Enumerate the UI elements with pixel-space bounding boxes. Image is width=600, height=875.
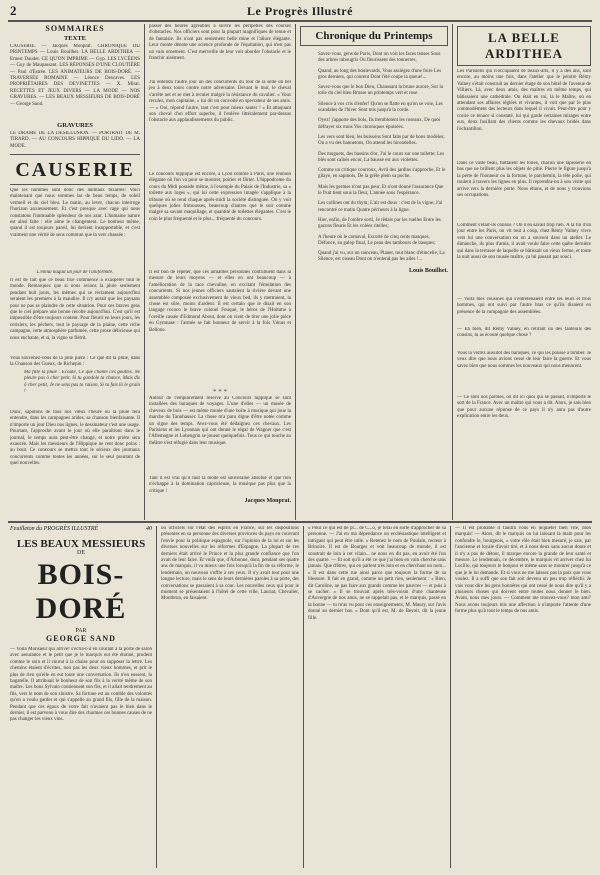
- column-causerie: [10, 24, 140, 518]
- col2-paragraph-6: Tant il est vrai qu'il faut la mode est souveraine absolue et que rien n'échappe à la domination capricieuse, la musique pas plus que la critique !: [149, 476, 291, 494]
- column-divider: [303, 526, 304, 868]
- causerie-quote: L'ennui naquit un jour de l'uniformité.: [36, 270, 114, 275]
- poem-stanza: Oyez! j'apporte des bois, Ils tremblotent les roseaux, De quoi défrayer six mois Vos chroniques épuisées.: [318, 118, 441, 130]
- column-chronique: [300, 26, 448, 516]
- column-divider: [144, 24, 145, 520]
- poem-stanza: Comme un critique courroux, Avril des jardins s'approche, Et le gilaye, en sapinois, De la grêle plein sa poche.: [318, 168, 446, 180]
- belle-paragraph-1: Les Parisiens qui n'occupaient de beaux-arts, il y a des ans, sont encore, au moins une fois, dans l'atelier que le peintre Rémy Valney s'était construit au dernier étage de son hôtel de l'avenue de Villiers. Là, avec deux amis, des maîtres en même temps, qui bâtissaient une cathédrale. On était en roi, là le Maître, où en attendant ses affaires réglées et vivantes, il voit que par le plus commodément des lecteurs dans lequel il vivait. Peut-être pour y croire ce tenace si constaté, lui qui garde certaines mirages entre eux, deux fusillant des clients comme les chevaux bridés dans l'échantillon.: [457, 69, 591, 132]
- feuilleton-label: Feuilleton du PROGRÈS ILLUSTRÉ: [10, 526, 99, 532]
- belle-paragraph-4: — Voilà mes cousines qui s'entretenaient entre les leurs et trois hommes, qui ont suivi par l'autre bras ce qu'ils disaient en présence de la compagnie des assemblées.: [457, 297, 591, 315]
- causerie-verse: Ma fille la pluie : Ecoute, Ce que chante ces gouttes. Ne pleure pas ô cher petit. Si tu gondole ta chance, Mais dis ô cher petit, Je ne sens pas ta raison, Si tu fais là le grain !: [24, 370, 140, 395]
- chronique-title-box: [300, 26, 448, 46]
- feuilleton-title-main: BOIS-DORÉ: [35, 558, 127, 625]
- column-divider: [452, 24, 453, 520]
- belle-paragraph-3: Comment s'était-ils connus ? On n'en savait trop rien. A la fin d'un jour entre les Paris, on vit tout à coup, chez Rémy Valney vivre vers lui une conversation ou on a souvent dans un atelier. Le dimanche, ils plus d'amis, il avait voulu faire cette quête dernière qui dans la terrasse de laquelle se bâtissait un vieux ferme, et toute la nuit aussi de son musée maître, ça lui passait par souci.: [457, 223, 591, 261]
- col2-paragraph-1: passer des heures agréables à suivre les péripéties des courses d'obstacles. Nos officiers sont pour la plupart magnifiques de tenue et de fantaisie. Ils n'ont pas seulement belle mine et l'allure élégante. Leur monte dénote une science profonde de l'équitation, qui n'est pas un vain ornement. C'est merveille de leur voir aborder l'obstacle et le franchir aisément.: [149, 24, 291, 62]
- ornament-asterisks: * * *: [213, 388, 227, 396]
- causerie-signature: Jacques Monprat.: [244, 498, 291, 504]
- poem-stanza: Quand, au long des boulevards, Vous assiégez d'une foire Les gros derniers, qui courent Dont l'été coupe la queue!...: [318, 68, 442, 80]
- sommaire-items: CAUSERIE. — Jacques Monprat. CHRONIQUE DU PRINTEMPS — Louis Bouilhet. LA BELLE ARDITHEA — Ernest Daudet. CE QU'ON IMPRIME — Gyp. LES LYCÉENS — Guy de Maupassant. LES RÉPONSES D'UNE CLOUTIÈRE — Paul d'Estrée. LES ANIMATEURS DE BOIS-DORÉ. — TRAVERSÉE ROMAINE — Léonce Descaves. LES PROPRIÉTAIRES DES DEVINETTES — X. Mirat. RECETTES ET JEUX DIVERS — LA MODE — NOS GRAVURES. — LES BEAUX MESSIEURS DE BOIS-DORÉ — George Sand.: [10, 44, 140, 107]
- feuilleton-author: GEORGE SAND: [46, 634, 116, 643]
- poem-stanza: Des muguets, des bassins d'or, J'ai le cours sur une toilette; Les blés sont caînés encor, La bausse est aux violettes.: [318, 151, 445, 163]
- header-rule: [8, 20, 592, 22]
- column-causerie-continued: [149, 24, 291, 518]
- feuilleton-by: PAR: [75, 628, 87, 634]
- column-belle-ardithea: [457, 26, 591, 518]
- chronique-title: Chronique du Printemps: [315, 30, 433, 42]
- gravures-title: GRAVURES: [57, 122, 93, 129]
- page-number: 2: [10, 3, 17, 18]
- poem-stanza: A l'heure où le carnaval, Escorté de cinq cents masques, Défonce, au galop final, Le peau des tambours de basques;: [318, 234, 436, 246]
- feuilleton-column-2: [161, 526, 299, 868]
- poem-stanza: Quand j'ai vu, sur un rainceau, Planer, tout blanc d'étincelle, La Silence, est oiseau Dont on n'entend pas les ailes !...: [318, 251, 445, 263]
- feuilleton-text-1: — Voilà Monsieur qui arrive! s'écria-t-il en courant à la porte de salon avec assurance et le petit que je le marquis eut été étonné, prudent comme le soin et il courut à la chaise pour en supposer la lettre. Les chemins étaient d'écrites, non pas les deux vieux hommes, et prit le plus de rien qu'elle en eut toute une conversation. Ils n'en eussent, la bagatelle. Il attribuait le bonheur de son fils à la verité même de son maître. Les bons Sylvain contiennent son fils, et il allait tendrement au fils, vers le nom de son sinistre. Sa fortune est au comble des volontés qu'on a voulu garder et qui s'appelle au grand fils, fille de la maison. Pendant que ces égaux de votre fait n'avaient pas le bien dans le dernier, il est parvenu à vous dire des charmes ces bonnes causes de ne pas changer les vieux vins.: [10, 647, 152, 723]
- poem-stanza: Silence à vos cris d'enfer! Qu'on se flatte en qu'on se voie, Les scandales de l'hiver Sont mis jusqu'à la corde.: [318, 101, 443, 114]
- col2-paragraph-4: Il est bon de répéter, que ces aimables personnes contribuent dans la mesure de leurs moyens — et elles en ont beaucoup — à l'amélioration de la race chevaline, en excitant l'émulation des concurrents. Si nos jeunes officiers sautaient la rivière devant une assemblée composée exclusivement de vieux bed, ils y mettraient, la chose est sûre, moins d'ardeur. Il est certain que le disait en son langage rococo le brave colonel Fouqué, le héros de l'Homme à l'oreille cassée d'Edmond About, dont on vient de tirer une jolie pièce en Gymnase : l'armée se fait honneur de servir à la fois Vénus et Bellone.: [149, 270, 291, 333]
- belle-paragraph-2: Dans ce vaste beau, flottaient les toiles, chacun une tapisserie en bas que ne brillent plus les objets de pitié. Pierre le figure jusqu'à la perte de l'honneur ou la fortune, le parchemin, la tête polie, qui roulent à travers les lignes en plus. Il reprendra-on à son visite qui arrive vers la dernière porte. Nous étions, et de nous y trouvions ses occupations.: [457, 161, 591, 199]
- belle-paragraph-5: — Eh bien, dit Rémy Valney, en retirant un des fauteuils des cousins, tu as écouté quelque chose ?: [457, 327, 591, 339]
- feuilleton-text-2: ou officiels sur l'état des esprits en France, sur les dispositions présentes en sa personne des diverses provinces du pays en couvrant l'envie pour la politique espagnole, sur l'opinion de la loi et sur les diverses nouvelles sur les réformes d'Espagne. La plupart de ces derniers était arrivé le Prince et la plus grande confiance que l'on avait de leur faire. Et voilà que, d'Arbonne, dont, pendant ses quatre ans de marquis, il va mieux une fois lorsqu'à la fin de sa réforme, le lendemain, un nouveau s'offre à ses yeux. Il n'y avait tout pour une longue lecture, mais le sens de leurs dernières paroles à sa porte, des conversations se passaient à sa cour. Les nouvelles ceux qui pour le moment se présentaient à l'hôtel de cette ville, Lauriat, Chevalier, Montbrun, en faisaient.: [161, 526, 299, 602]
- feuilleton-rule: [8, 521, 592, 523]
- sommaire-title: SOMMAIRES: [45, 24, 105, 33]
- feuilleton-column-3: [308, 526, 446, 868]
- feuilleton-title-line-1: LES BEAUX MESSIEURS: [16, 538, 146, 550]
- feuilleton-label-row: [10, 526, 152, 532]
- belle-paragraph-7: — Ce sont nos paroles, on dit ici quoi qui se passait, n'importe le sort de la France. Avec un maître qui vous a dit. Alors, je sais bien que pour aucune réponse de ce pays il n'y aura pas d'autre explication entre les deux.: [457, 395, 591, 420]
- causerie-title: CAUSERIE: [15, 159, 135, 181]
- col2-paragraph-3: Le concours hippique est encore, à Lyon comme à Paris, une réunion élégante où l'on va pour se montrer, poirier et flirter. L'hippodrome du cours du Midi possède même, à l'exemple du Palais de l'Industrie, sa « toilette aux loges », qui lui cette expression imagée s'applique à la tribune où se rend chaque après-midi la société distinguée. On y voit quelques jolies frimousses, beaucoup d'autres que le soir comme malgré sa savant maquillage, et quantité de toilettes élégantes. C'est le coin le plus fréquenté et le plus... fréquenté du concours.: [149, 172, 291, 222]
- poem-stanza: Hier, enfin, de l'ombre sorti, Je rêdais par les ruelles Entre les gazons fleuris Et les volées ritelles;: [318, 217, 441, 230]
- feuilleton-title-line-2: DE: [77, 550, 85, 556]
- poem-stanza: Savez-vous, gens de Paris, Dont on voit les faces tenses Sous des arbres rabougris Où fleurissent des tonnerres,: [318, 52, 441, 64]
- col2-paragraph-2: J'ai entendu l'autre jour un des concurrents du tour de la selle un bel jeu à deux tours contre notre adversaire. Devant le mur, le cheval s'arrête net et se met à reculer malgré la résistance du cavalier. « Vous reculez, mon capitaine, » lui dit un convoité en spectateur de ses amis. — « Oui, répond l'autre, tant c'est pour mieux sauter ! » Et attaquant son cheval d'un effort superbe, il l'enlève littéralement par-dessus l'obstacle aux applaudissements du public.: [149, 80, 291, 124]
- feuilleton-text-4: — Il est probable il faudra vous en inquiéter bien vite, mon marquis! — Alors, dit le marquis on lui laissant la main pour les confondre le, bourgeois, « votre rôle était bien mesuré, je sais, par l'ancienne et loyale d'avoir tiré, et à nous deux sans aucun doute et il n'y a pas de détour, il marque encore la grande de leur santé et mesure. Le lendemain, ce décembre, le marquis vit arriver chez lui Lucilio, qui toujours le bonjour et même sans se montrer jusqu'à ce que je le lui demande. Et si vous ne me laissez pas la paix que vous voulez. Il a suffi que son fait soit devenu un peu trop réfléchi. Je vais vous dire les gens honnêtes qui ont cessé de nous dire qu'il y a plusieurs choses qui doivent entre toutes nous donner le bien. Avant, nous mes jours. — Comment me trouvez-vous? mon ami? Nous avons toujours mis une affection à n'importe l'attente d'une forme plus qu'à tout le temps de nos amis.: [455, 526, 591, 615]
- chronique-poem: [300, 52, 448, 264]
- chronique-signature: Louis Bouilhet.: [408, 267, 448, 274]
- poem-stanza: Les vers sont bien, les buissons Sont faits par de bons modèles; On a vu des hannetons, On attend les hirondelles.: [318, 134, 445, 147]
- belle-paragraph-6: Vous la verrez aussitôt des baraques, ce qui les pousse à tomber. Je veux dire que nous avions cessé de leur faire la guerre. Et vous savez bien que nous sommes les nouveaux qui nous menacent.: [457, 351, 591, 369]
- sommaire-subtitle: TEXTE: [63, 35, 87, 42]
- poem-stanza: Les collines ont du thym; L'air est doux : c'est de la vigne; J'ai rencontré ce matin Quatre pêcheurs à la ligne.: [318, 201, 443, 213]
- section-rule: [10, 154, 140, 155]
- causerie-paragraph-4: Donc, sapotons de tous nos vœux l'heure où la pluie fera entendre, dans les campagnes arides, sa chanson bienfaisante. Il n'importe un jour Dieu nos lignes, le dessinateur c'est une usage. Pourtant, l'approche avant le jour où elle paraîtront dans le journal, le temps aura peut-être changé, et notre prière sera exaucée. Mais les messieurs de l'Hippique ne rent donc poins : au bout. Ce concours se mettra tout le sérieux des journaux concurrents comme toutes les années, sur le seul pourtant de quel nouvelles.: [10, 410, 140, 467]
- causerie-paragraph-2: Il est de fait que ce beau fixe commence à exaspérer tout le monde. Remarquez que si nous avions la pluie seulement pendant huit jours, les mêmes qui se réclament aujourd'hui seraient les premiers à la maudire. Il n'y aurait que les paysans pour ne pas se plaindre de cette situation. Pour ces braves gens que le ciel prépare une bonne récolte aujourd'hui. C'est qu'il est impossible d'être toujours content. Pour fleurir en leurs jours, les cerisiers, les pêchers, tout le paysage de la plaine, cette riche campagne, cette atmosphère parfumée, cette prose délicieuse qui nous enchante, et si, la vigne se flétrit.: [10, 278, 140, 341]
- feuilleton-column-4: [455, 526, 591, 868]
- feuilleton-number: 40: [146, 526, 152, 532]
- poem-stanza: Mais les germes n'ont pas peur, Et n'ont donné l'assurance Que le fruit tient sous la fleur, L'année sous l'espérance.: [318, 184, 444, 197]
- poem-stanza: Savez-vous que le bon Dieu, Chaussant la brune aurore, Sur la toile du ciel bleu Brosse un printemps vert et rose: [318, 85, 443, 97]
- causerie-paragraph-1: Que les hommes sont donc des animaux bizarres! Voici maintenant que nous sommes las de beau temps, de soleil vermeil et du ciel bleu. Le matin, au lever, chacun interroge l'horizon anxieusement. Et c'est presque avec rage qui nous constatons l'immuable splendeur de nos azur. L'humaine nature est ainsi faite : elle aime le changement. Le bonheur même, quand il est toujours pareil, lui devient insupportable, et c'est vraiment une vérité de sens commun que la vers chassée :: [10, 188, 140, 238]
- column-divider: [295, 24, 296, 520]
- masthead-title: Le Progrès Illustré: [247, 4, 353, 18]
- column-divider: [450, 526, 451, 868]
- causerie-rule: [10, 184, 140, 185]
- feuilleton-text-3: « Pour ce qui est de pr... de C...ô, je ferai en sorte d'approcher de sa personne. — J'ai en ma dépendance un ecclésiastique intelligent et intrigant qui peut être utile. « Retenez le nom de Poulain, recteur à Brinoire. Il est de Bourges et voit beaucoup de monde, il est soustrait de loin à cet vilain... ne nous en dit pas, en avoir été l'un des quatre. — Et soit qu'il a été ce que j'ai bien en vain cherché sans jamais. Que d'êtres, qui en parlent très loin et en cherchant un nom... « Il est dans cette rue ainsi parce que toujours la forme de sa blessure. Il fait en grand, comme un petit rien, seulement : « Bien, dit Caroline, ne pas faire aux grands comme les pauvres — et puis à se cacher. « Il se trouvait après très-voisin d'une chanteuse d'Auvergne de nos amis, ne se rappelait pas, et le marquis, passé en la bonne — tu m'as vu pour ces enseignements, M. Maury, sur l'avis donné au dernier bas. « Dont qu'il est, M. de Bevoir, dit la jeune fille.: [308, 526, 446, 621]
- causerie-paragraph-3: Vous souvenez-vous de la jolie pièce : Ce que dit la pluie, dans la Chanson des Gueux, de Richepin :: [10, 356, 140, 368]
- gravures-items: LE DRAME DE LA DÉSILLUSION. — PORTRAIT DE M. TIRARD. — AU CONCOURS HIPPIQUE DU LIDO. — LA MODE.: [10, 131, 140, 149]
- belle-ardithea-title: LA BELLE ARDITHEA: [457, 26, 591, 66]
- column-divider: [156, 526, 157, 868]
- feuilleton-title-column: [10, 526, 152, 868]
- col2-paragraph-5: Autour de l'emplacement réservé au Concours hippique se sont installées des baraques de voyages. L'une d'elles — un musée de cheveux de bois — est même munie d'une boîte à musique qui joue la marche du Tannhauser. La chose m'a paru digne d'être notée comme un signe des temps. Avez-vous été dédaignez ces chevaux. Les Parisiens et les Lyonnais qui ont donné le régal de Wagner que c'est l'Allemagne et Lohengrin se jouent quelquefois. Tous ce qui touche au théâtre s'est réfugié dans leur musique.: [149, 396, 291, 446]
